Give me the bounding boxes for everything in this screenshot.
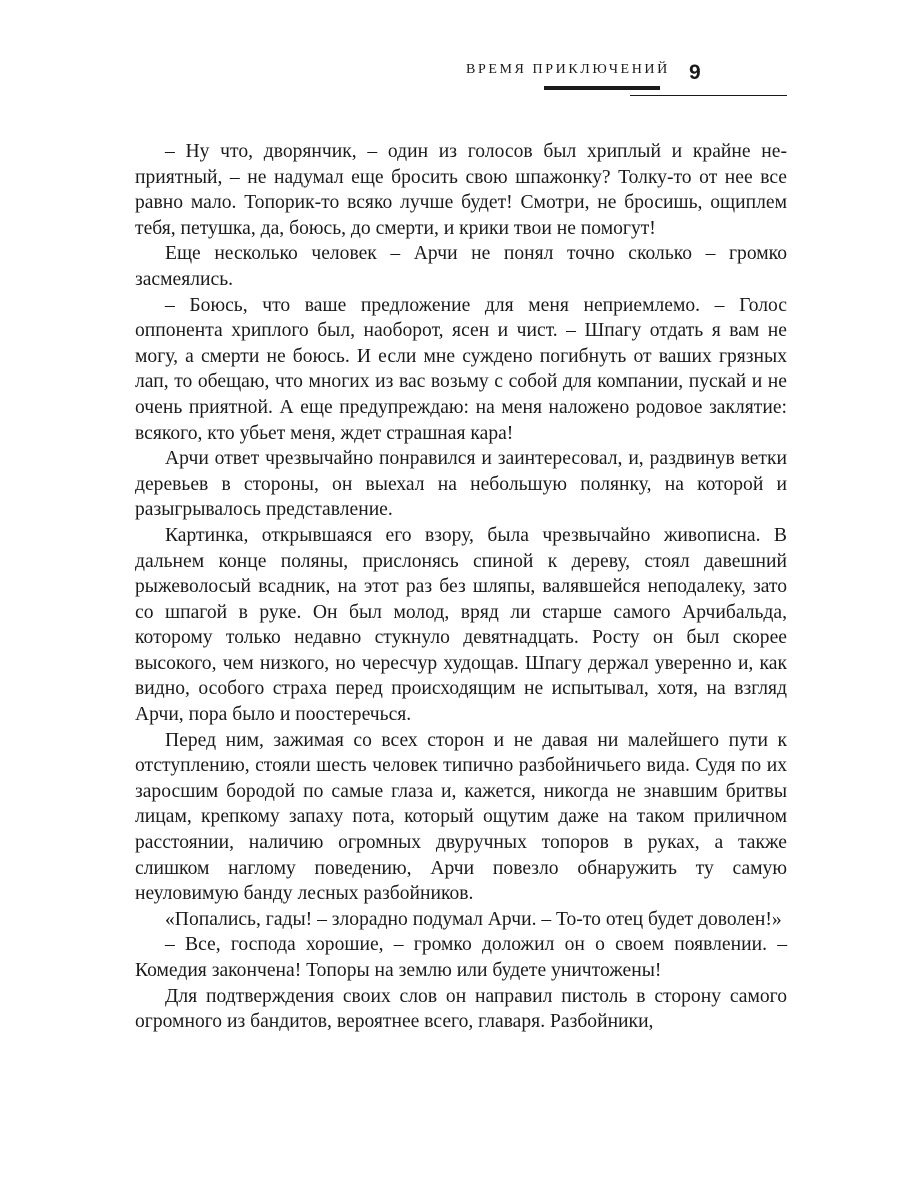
page-number: 9 bbox=[689, 61, 701, 84]
paragraph: Еще несколько человек – Арчи не понял точно сколько – громко засмеялись. bbox=[135, 243, 787, 290]
running-title: ВРЕМЯ ПРИКЛЮЧЕНИЙ bbox=[466, 62, 670, 77]
paragraph: – Все, господа хорошие, – громко доложил он о своем появлении. – Комедия закончена! Топоры на землю или будете уничтожены! bbox=[135, 934, 787, 981]
paragraph: Картинка, открывшаяся его взору, была чрезвычайно живописна. В дальнем конце поляны, прислонясь спиной к дереву, стоял давешний рыжеволосый всадник, на этот раз без шляпы, валявшейся неподалеку, зато со шпагой в руке. Он был молод, вряд ли старше самого Арчибальда, которому только недавно стукнуло девятнадцать. Росту он был скорее высокого, чем низкого, но чересчур худощав. Шпагу держал уверенно и, как видно, особого страха перед происходящим не испытывал, хотя, на взгляд Арчи, пора было и поостеречься. bbox=[135, 524, 787, 726]
body-text bbox=[135, 139, 787, 1035]
paragraph: «Попались, гады! – злорадно подумал Арчи. – То-то отец будет доволен!» bbox=[165, 908, 782, 930]
header-thick-rule bbox=[544, 86, 660, 90]
header-thin-rule bbox=[630, 95, 787, 96]
paragraph: – Боюсь, что ваше предложение для меня неприемлемо. – Голос оппонента хриплого был, наоборот, ясен и чист. – Шпагу отдать я вам не могу, а смерти не боюсь. И если мне суждено погибнуть от ваших грязных лап, то обещаю, что многих из вас возьму с собой для компании, пускай и не очень приятной. А еще предупреждаю: на меня наложено родовое заклятие: всякого, кто убьет меня, ждет страшная кара! bbox=[135, 294, 787, 444]
paragraph: – Ну что, дворянчик, – один из голосов был хриплый и крайне неприятный, – не надумал еще бросить свою шпажонку? Толку-то от нее все равно мало. Топорик-то всяко лучше будет! Смотри, не бросишь, ощиплем тебя, петушка, да, боюсь, до смерти, и крики твои не помогут! bbox=[135, 141, 787, 239]
paragraph: Перед ним, зажимая со всех сторон и не давая ни малейшего пути к отступлению, стояли шесть человек типично разбойничьего вида. Судя по их заросшим бородой по самые глаза и, кажется, никогда не знавшим бритвы лицам, крепкому запаху пота, который ощутим даже на таком приличном расстоянии, наличию огромных двуручных топоров в руках, а также слишком наглому поведению, Арчи повезло обнаружить ту самую неуловимую банду лесных разбойников. bbox=[135, 729, 787, 905]
paragraph: Для подтверждения своих слов он направил пистоль в сторону самого огромного из бандитов, вероятнее всего, главаря. Разбойники, bbox=[135, 985, 787, 1033]
page-header bbox=[0, 0, 900, 110]
paragraph: Арчи ответ чрезвычайно понравился и заинтересовал, и, раздвинув ветки деревьев в стороны, он выехал на небольшую полянку, на которой и разыгрывалось представление. bbox=[135, 448, 787, 521]
